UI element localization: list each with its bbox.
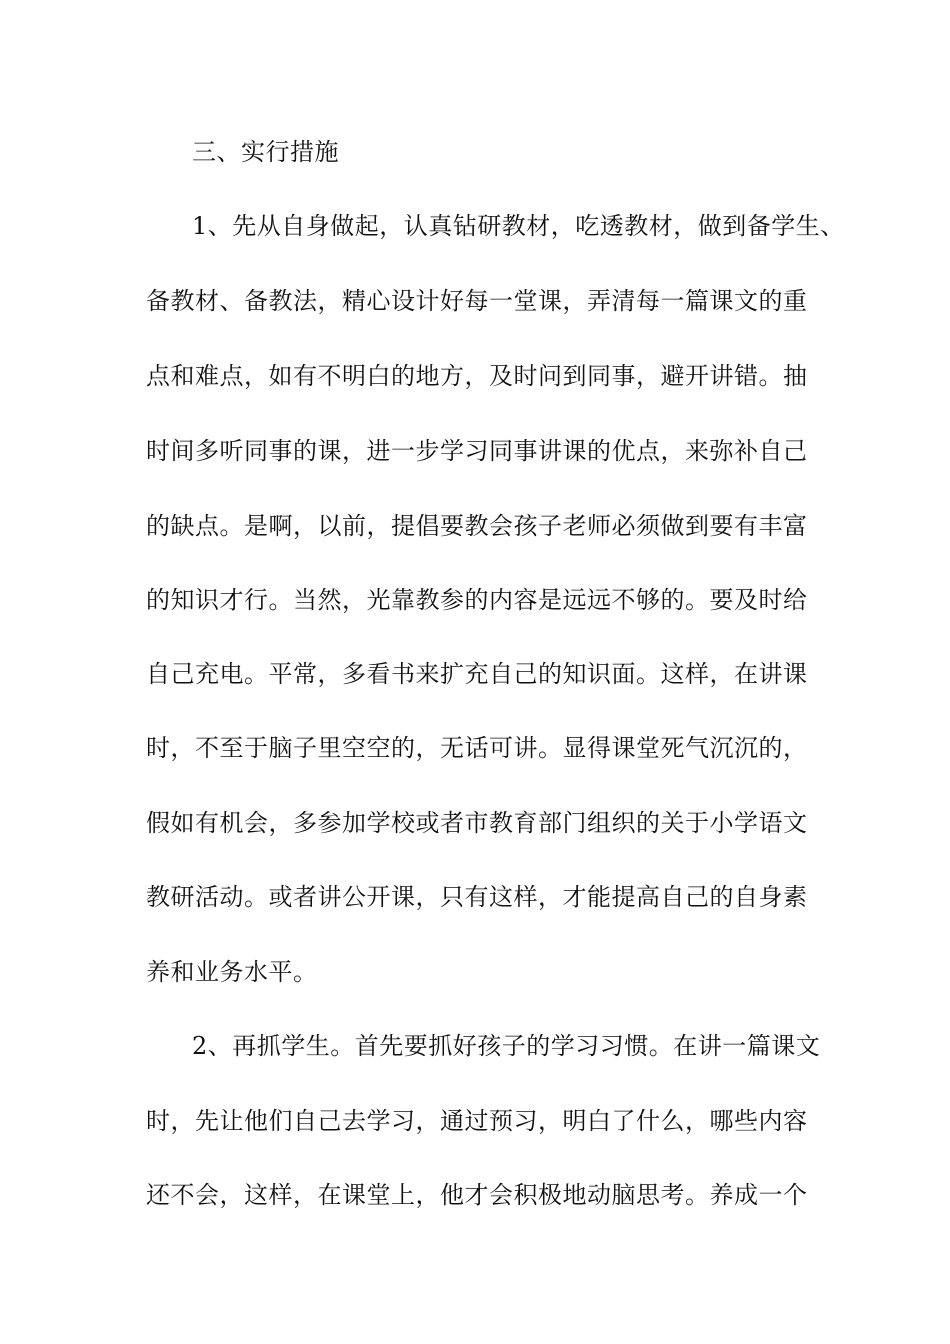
paragraph-line: 时，先让他们自己去学习，通过预习，明白了什么，哪些内容 bbox=[146, 1107, 808, 1135]
paragraph-line: 假如有机会，多参加学校或者市教育部门组织的关于小学语文 bbox=[146, 809, 808, 837]
section-heading: 三、实行措施 bbox=[192, 138, 339, 166]
paragraph-line: 1、先从自身做起，认真钻研教材，吃透教材，做到备学生、 bbox=[192, 212, 845, 240]
paragraph-line: 的缺点。是啊，以前，提倡要教会孩子老师必须做到要有丰富 bbox=[146, 512, 808, 540]
paragraph-line: 备教材、备教法，精心设计好每一堂课，弄清每一篇课文的重 bbox=[146, 287, 808, 315]
paragraph-line: 教研活动。或者讲公开课，只有这样，才能提高自己的自身素 bbox=[146, 883, 808, 911]
paragraph-line: 的知识才行。当然，光靠教参的内容是远远不够的。要及时给 bbox=[146, 586, 808, 614]
paragraph-line: 养和业务水平。 bbox=[146, 958, 318, 986]
paragraph-line: 自己充电。平常，多看书来扩充自己的知识面。这样，在讲课 bbox=[146, 660, 808, 688]
paragraph-line: 点和难点，如有不明白的地方，及时问到同事，避开讲错。抽 bbox=[146, 362, 808, 390]
paragraph-line: 2、再抓学生。首先要抓好孩子的学习习惯。在讲一篇课文 bbox=[192, 1032, 821, 1060]
paragraph-line: 还不会，这样，在课堂上，他才会积极地动脑思考。养成一个 bbox=[146, 1181, 808, 1209]
paragraph-line: 时，不至于脑子里空空的，无话可讲。显得课堂死气沉沉的， bbox=[146, 734, 808, 762]
paragraph-line: 时间多听同事的课，进一步学习同事讲课的优点，来弥补自己 bbox=[146, 437, 808, 465]
